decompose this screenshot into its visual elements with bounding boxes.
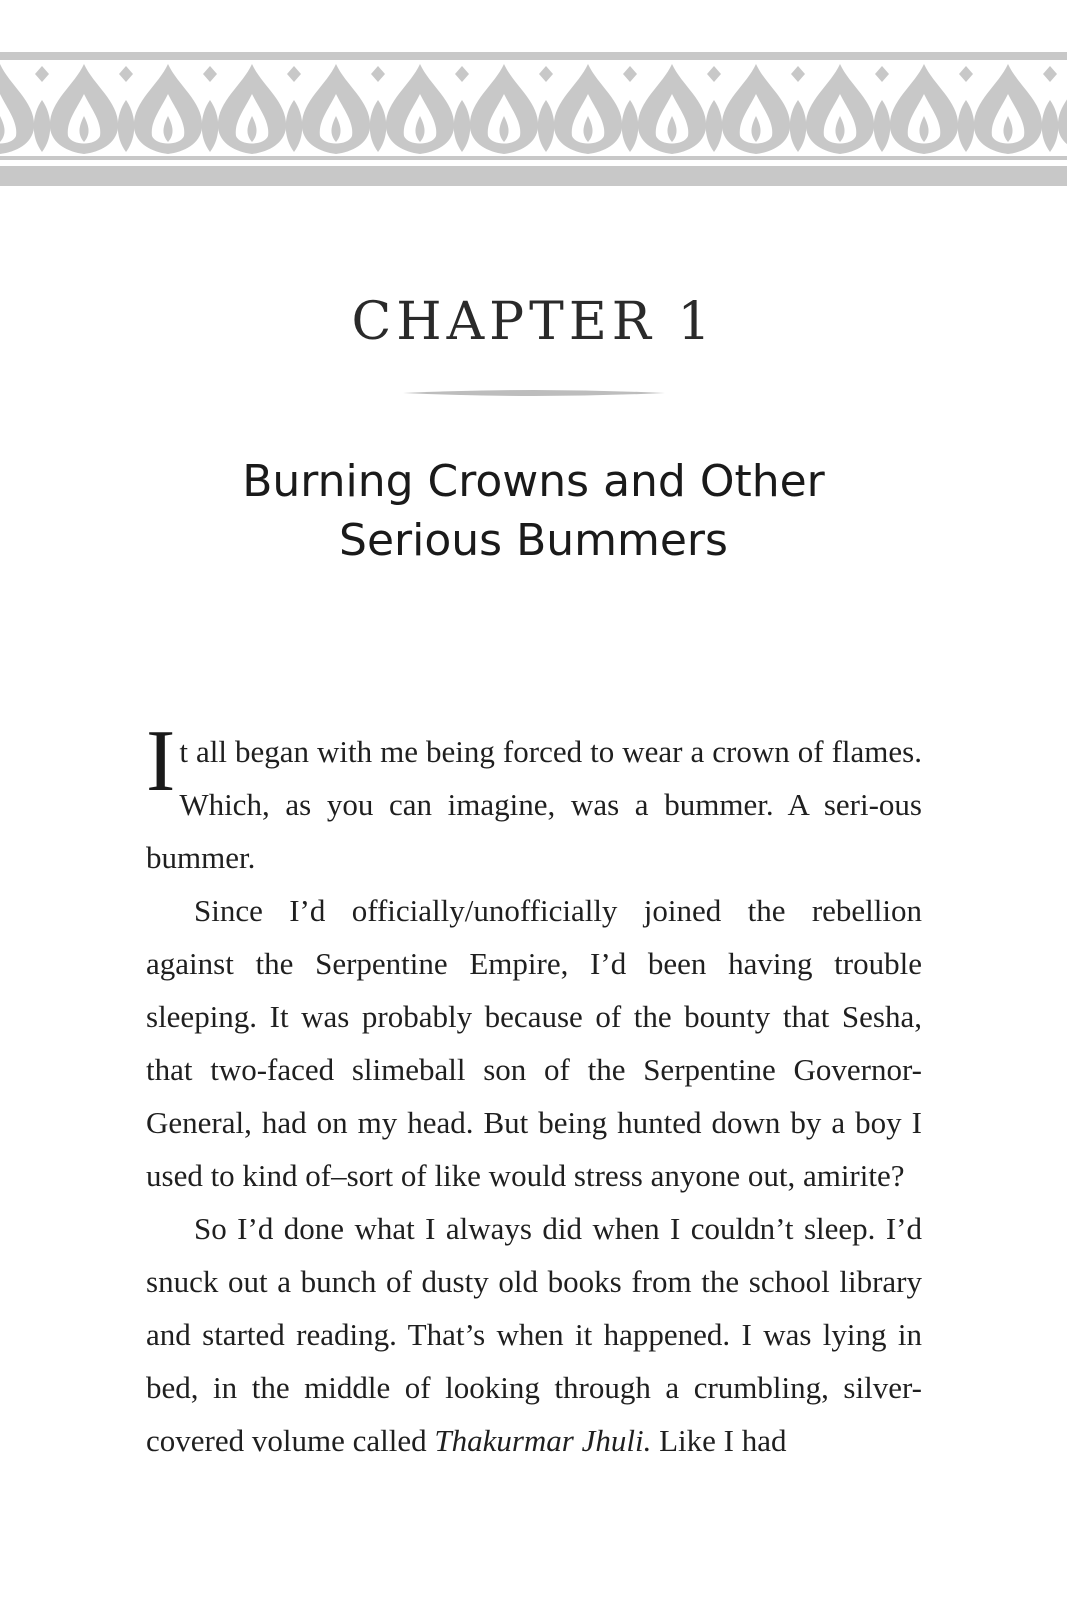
leaf-motif bbox=[874, 100, 891, 152]
diamond-motif bbox=[875, 66, 889, 82]
leaf-motif bbox=[454, 100, 471, 152]
diamond-motif bbox=[455, 66, 469, 82]
chapter-body bbox=[146, 713, 922, 1467]
diamond-motif bbox=[707, 66, 721, 82]
diamond-motif bbox=[35, 66, 49, 82]
book-title-italic: Thakurmar Jhuli. bbox=[434, 1423, 652, 1458]
drop-cap: I bbox=[146, 713, 176, 810]
chapter-divider bbox=[403, 389, 665, 397]
flame-motif bbox=[1058, 64, 1067, 154]
decorative-border-banner bbox=[0, 52, 1067, 188]
leaf-motif bbox=[1042, 100, 1059, 152]
diamond-motif bbox=[371, 66, 385, 82]
paragraph-3-text-end: Like I had bbox=[651, 1423, 787, 1458]
paragraph-1 bbox=[146, 713, 922, 884]
paragraph-2: Since I’d officially/unofficially joined the rebellion against the Serpentine Empire, I’d been having trouble sleeping. It was probably because of the bounty that Sesha, that two-faced slimeball son of the Serpentine Governor-General, had on my head. But being hunted down by a boy I used to kind of–sort of like would stress anyone out, amirite? bbox=[146, 893, 922, 1193]
diamond-motif bbox=[959, 66, 973, 82]
diamond-motif bbox=[119, 66, 133, 82]
leaf-motif bbox=[706, 100, 723, 152]
leaf-motif bbox=[286, 100, 303, 152]
diamond-motif bbox=[791, 66, 805, 82]
chapter-number: CHAPTER 1 bbox=[351, 292, 716, 352]
diamond-motif bbox=[539, 66, 553, 82]
leaf-motif bbox=[958, 100, 975, 152]
chapter-title-line-2: Serious Bummers bbox=[339, 515, 728, 566]
chapter-title bbox=[100, 452, 967, 570]
leaf-motif bbox=[538, 100, 555, 152]
diamond-motif bbox=[1043, 66, 1057, 82]
leaf-motif bbox=[790, 100, 807, 152]
chapter-title-line-1: Burning Crowns and Other bbox=[242, 456, 825, 507]
leaf-motif bbox=[118, 100, 135, 152]
diamond-motif bbox=[203, 66, 217, 82]
leaf-motif bbox=[34, 100, 51, 152]
leaf-motif bbox=[370, 100, 387, 152]
paragraph-3-text-start: So I’d done what I always did when I couldn’t sleep. I’d snuck out a bunch of dusty old books from the school library and started reading. That’s when it happened. I was lying in bed, in the middle of looking through a crumbling, silver-covered volume called bbox=[146, 1211, 922, 1458]
leaf-motif bbox=[202, 100, 219, 152]
leaf-motif bbox=[622, 100, 639, 152]
diamond-motif bbox=[623, 66, 637, 82]
paragraph-1-text: t all began with me being forced to wear a crown of flames. Which, as you can imagine, was a bummer. A seri-ous bummer. bbox=[146, 734, 922, 875]
paragraph-3 bbox=[146, 1202, 922, 1467]
diamond-motif bbox=[287, 66, 301, 82]
